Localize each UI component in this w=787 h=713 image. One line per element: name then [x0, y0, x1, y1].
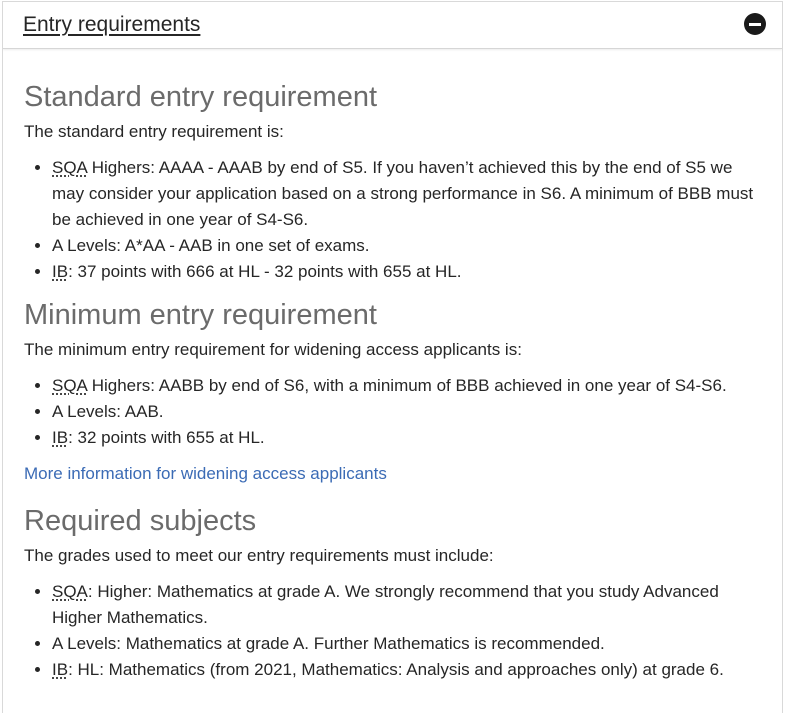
- panel-title[interactable]: Entry requirements: [23, 13, 201, 36]
- panel-content: [3, 79, 782, 683]
- standard-heading: Standard entry requirement: [24, 81, 378, 113]
- list-item: • SQA Highers: AAAA - AAAB by end of S5. If you haven’t achieved this by the end of S5 we may consider your application based on a strong performance in S6. A minimum of BBB must be achieved in one year of S4-S6.: [52, 155, 761, 233]
- list-item: • A Levels: A*AA - AAB in one set of exams.: [52, 233, 761, 259]
- widening-access-link[interactable]: More information for widening access applicants: [24, 464, 387, 483]
- sqa-abbr: SQA: [52, 582, 88, 601]
- list-item: • A Levels: AAB.: [52, 399, 761, 425]
- subjects-intro: The grades used to meet our entry requirements must include:: [24, 546, 494, 565]
- standard-intro: The standard entry requirement is:: [24, 122, 284, 141]
- minimum-intro: The minimum entry requirement for widening access applicants is:: [24, 340, 522, 359]
- panel-header[interactable]: [3, 2, 782, 49]
- ib-abbr: IB: [52, 428, 69, 447]
- minimum-list: [24, 373, 761, 451]
- subjects-list: [24, 579, 761, 683]
- list-item: • SQA Highers: AABB by end of S6, with a minimum of BBB achieved in one year of S4-S6.: [52, 373, 761, 399]
- minus-circle-icon[interactable]: [744, 13, 766, 35]
- sqa-abbr: SQA: [52, 376, 87, 395]
- list-item: • SQA: Higher: Mathematics at grade A. We strongly recommend that you study Advanced Higher Mathematics.: [52, 579, 761, 631]
- list-item: • IB: 37 points with 666 at HL - 32 points with 655 at HL.: [52, 259, 761, 285]
- ib-abbr: IB: [52, 262, 69, 281]
- entry-requirements-panel: [2, 1, 783, 713]
- list-item: • A Levels: Mathematics at grade A. Further Mathematics is recommended.: [52, 631, 761, 657]
- minimum-heading: Minimum entry requirement: [24, 299, 377, 331]
- subjects-heading: Required subjects: [24, 505, 257, 537]
- list-item: • IB: 32 points with 655 at HL.: [52, 425, 761, 451]
- standard-list: [24, 155, 761, 285]
- sqa-abbr: SQA: [52, 158, 87, 177]
- ib-abbr: IB: [52, 660, 69, 679]
- list-item: • IB: HL: Mathematics (from 2021, Mathematics: Analysis and approaches only) at grade 6.: [52, 657, 761, 683]
